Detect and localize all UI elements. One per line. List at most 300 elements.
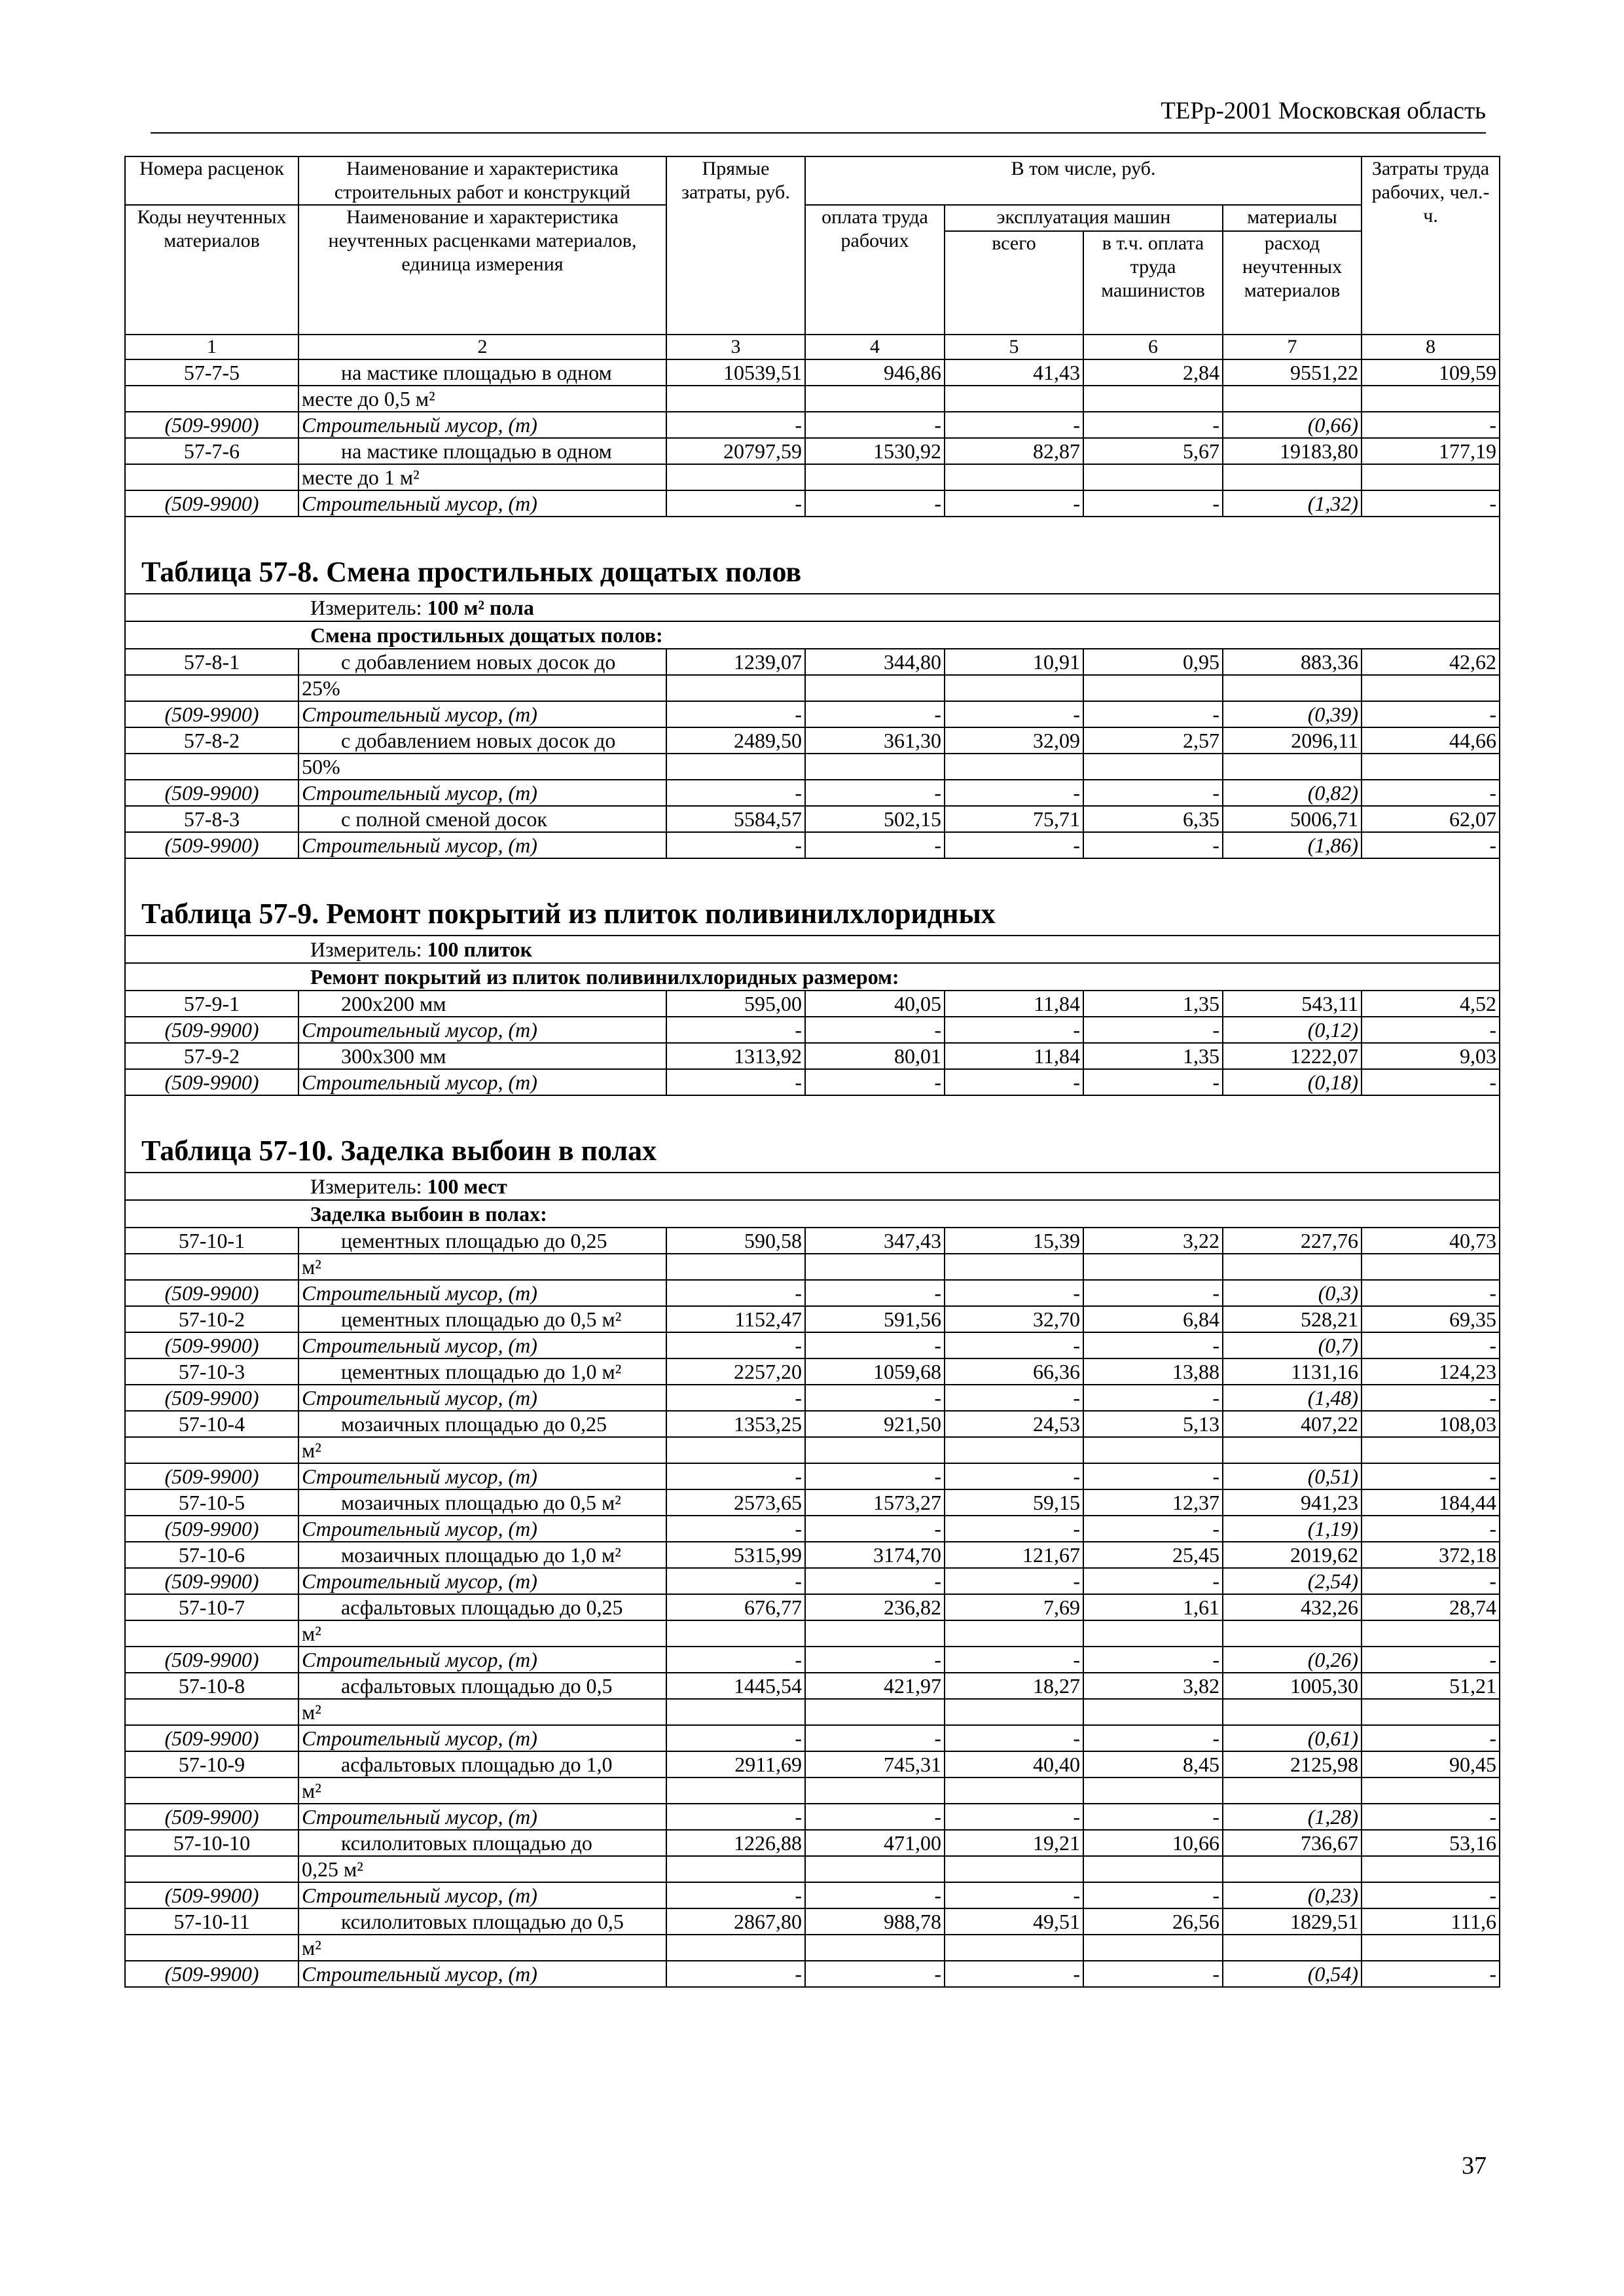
material-value: - <box>945 1568 1083 1594</box>
unit-value: 100 м² пола <box>427 596 534 619</box>
rate-value: 432,26 <box>1223 1594 1362 1620</box>
material-name: Строительный мусор, (т) <box>298 1961 666 1987</box>
rate-value <box>1223 1777 1362 1804</box>
material-value: (0,7) <box>1223 1332 1362 1358</box>
material-value: - <box>1362 1385 1500 1411</box>
material-value: - <box>1083 1385 1223 1411</box>
material-value: - <box>1362 780 1500 806</box>
material-value: - <box>1083 1017 1223 1043</box>
material-value: - <box>1083 1647 1223 1673</box>
rate-code-cont <box>125 1856 298 1882</box>
group-row <box>125 621 1500 649</box>
table-title: Таблица 57-8. Смена простильных дощатых полов <box>125 517 1500 594</box>
material-value: - <box>945 1280 1083 1306</box>
rate-value <box>1362 386 1500 412</box>
material-row <box>125 1647 1500 1673</box>
col-header-rate-numbers: Номера расценок <box>125 156 298 205</box>
rate-value <box>1362 1699 1500 1725</box>
rate-name-line: с добавлением новых досок до <box>341 729 616 752</box>
table-row <box>125 754 1500 780</box>
rate-value: 24,53 <box>945 1411 1083 1437</box>
rate-value <box>805 1856 945 1882</box>
rate-name <box>298 1830 666 1856</box>
rate-value <box>1083 675 1223 701</box>
column-number: 6 <box>1083 335 1223 359</box>
material-name: Строительный мусор, (т) <box>298 1280 666 1306</box>
rate-value <box>805 1935 945 1961</box>
material-code: (509-9900) <box>125 1568 298 1594</box>
material-value: - <box>805 1725 945 1751</box>
rate-value <box>1083 1620 1223 1647</box>
material-value: - <box>666 1069 805 1095</box>
rate-name <box>298 1908 666 1935</box>
unit-cell <box>125 594 1500 621</box>
material-row <box>125 780 1500 806</box>
material-value: (0,66) <box>1223 412 1362 438</box>
page-number: 37 <box>1462 2152 1487 2179</box>
rate-value: 361,30 <box>805 727 945 754</box>
rate-value: 1226,88 <box>666 1830 805 1856</box>
material-row <box>125 1882 1500 1908</box>
rate-value <box>1083 386 1223 412</box>
rate-code: 57-7-5 <box>125 359 298 386</box>
rate-value: 62,07 <box>1362 806 1500 832</box>
material-value: - <box>945 1725 1083 1751</box>
rate-name-line: месте до 1 м² <box>302 465 420 489</box>
rate-name-line: мозаичных площадью до 0,25 <box>341 1412 607 1436</box>
rate-name-line: цементных площадью до 1,0 м² <box>341 1360 622 1383</box>
table-row <box>125 1908 1500 1935</box>
material-value: - <box>1083 701 1223 727</box>
rate-value <box>666 1777 805 1804</box>
rate-value <box>666 1856 805 1882</box>
table-row <box>125 727 1500 754</box>
material-value: - <box>666 1804 805 1830</box>
rate-value: 15,39 <box>945 1228 1083 1254</box>
material-value: - <box>666 490 805 517</box>
material-name: Строительный мусор, (т) <box>298 1463 666 1489</box>
table-row <box>125 1306 1500 1332</box>
rate-value: 2257,20 <box>666 1358 805 1385</box>
rate-name <box>298 1777 666 1804</box>
unit-value: 100 мест <box>427 1175 507 1198</box>
rate-value <box>945 1699 1083 1725</box>
rate-value: 2,84 <box>1083 359 1223 386</box>
rate-name-line: мозаичных площадью до 1,0 м² <box>341 1543 621 1567</box>
table-row <box>125 464 1500 490</box>
material-name: Строительный мусор, (т) <box>298 1069 666 1095</box>
rate-name-line: м² <box>302 1255 321 1279</box>
material-name: Строительный мусор, (т) <box>298 1332 666 1358</box>
rate-value <box>1362 754 1500 780</box>
rate-value: 41,43 <box>945 359 1083 386</box>
column-number: 4 <box>805 335 945 359</box>
rate-code-cont <box>125 464 298 490</box>
rate-value <box>666 464 805 490</box>
rate-code-cont <box>125 1699 298 1725</box>
material-value: - <box>1362 832 1500 858</box>
material-value: (0,23) <box>1223 1882 1362 1908</box>
rate-name <box>298 438 666 464</box>
rate-name-line: м² <box>302 1936 321 1959</box>
rate-value: 3,22 <box>1083 1228 1223 1254</box>
material-row <box>125 832 1500 858</box>
rate-value: 42,62 <box>1362 649 1500 675</box>
rate-value <box>1223 1856 1362 1882</box>
material-value: - <box>666 1332 805 1358</box>
rate-value: 372,18 <box>1362 1542 1500 1568</box>
rate-value <box>1083 1699 1223 1725</box>
rate-name <box>298 1489 666 1516</box>
rate-value: 19183,80 <box>1223 438 1362 464</box>
rate-value <box>1223 754 1362 780</box>
material-value: - <box>805 1385 945 1411</box>
rate-value: 1,61 <box>1083 1594 1223 1620</box>
table-row <box>125 1830 1500 1856</box>
material-name: Строительный мусор, (т) <box>298 1725 666 1751</box>
rate-code: 57-10-1 <box>125 1228 298 1254</box>
rate-name <box>298 1594 666 1620</box>
rate-code: 57-10-6 <box>125 1542 298 1568</box>
rate-code: 57-10-8 <box>125 1673 298 1699</box>
material-value: (0,82) <box>1223 780 1362 806</box>
material-code: (509-9900) <box>125 1069 298 1095</box>
rate-code: 57-7-6 <box>125 438 298 464</box>
rate-value: 20797,59 <box>666 438 805 464</box>
table-row <box>125 1254 1500 1280</box>
col-header-material-usage: расход неучтенных материалов <box>1223 231 1362 335</box>
group-row <box>125 963 1500 991</box>
rate-value: 1,35 <box>1083 1043 1223 1069</box>
material-value: - <box>1083 832 1223 858</box>
rate-value <box>666 675 805 701</box>
rate-value: 9551,22 <box>1223 359 1362 386</box>
column-number: 8 <box>1362 335 1500 359</box>
rate-value: 11,84 <box>945 991 1083 1017</box>
rate-value: 1059,68 <box>805 1358 945 1385</box>
rate-name-line: с добавлением новых досок до <box>341 650 616 674</box>
rate-value <box>1223 386 1362 412</box>
material-value: - <box>805 490 945 517</box>
rate-value: 12,37 <box>1083 1489 1223 1516</box>
rate-value: 2911,69 <box>666 1751 805 1777</box>
rate-code-cont <box>125 675 298 701</box>
rate-value: 13,88 <box>1083 1358 1223 1385</box>
table-row <box>125 1411 1500 1437</box>
rate-value <box>1083 1935 1223 1961</box>
material-value: - <box>805 701 945 727</box>
rate-value: 32,70 <box>945 1306 1083 1332</box>
material-value: - <box>1083 1280 1223 1306</box>
rate-name-line: 25% <box>302 676 340 700</box>
rate-value <box>1083 754 1223 780</box>
table-body <box>125 359 1500 1987</box>
rate-value <box>666 386 805 412</box>
rate-value: 736,67 <box>1223 1830 1362 1856</box>
material-row <box>125 701 1500 727</box>
material-code: (509-9900) <box>125 1017 298 1043</box>
rate-value: 80,01 <box>805 1043 945 1069</box>
rate-name <box>298 1254 666 1280</box>
material-value: - <box>1083 1069 1223 1095</box>
material-code: (509-9900) <box>125 701 298 727</box>
material-value: (0,3) <box>1223 1280 1362 1306</box>
rate-value: 10539,51 <box>666 359 805 386</box>
material-value: - <box>1083 1516 1223 1542</box>
rate-value <box>945 386 1083 412</box>
col-header-machines-total: всего <box>945 231 1083 335</box>
material-code: (509-9900) <box>125 1332 298 1358</box>
rate-value: 471,00 <box>805 1830 945 1856</box>
material-value: - <box>945 1516 1083 1542</box>
rate-code: 57-10-7 <box>125 1594 298 1620</box>
material-value: - <box>945 490 1083 517</box>
material-name: Строительный мусор, (т) <box>298 1516 666 1542</box>
rate-code-cont <box>125 754 298 780</box>
rate-value <box>945 1777 1083 1804</box>
rate-value: 111,6 <box>1362 1908 1500 1935</box>
material-code: (509-9900) <box>125 1647 298 1673</box>
table-row <box>125 1437 1500 1463</box>
material-value: - <box>945 1647 1083 1673</box>
unit-row <box>125 1173 1500 1200</box>
rate-value <box>1362 1437 1500 1463</box>
material-value: - <box>945 1882 1083 1908</box>
rate-name-line: асфальтовых площадью до 0,25 <box>341 1595 623 1619</box>
table-title-row <box>125 858 1500 936</box>
material-value: (0,18) <box>1223 1069 1362 1095</box>
col-header-work-name: Наименование и характеристика строительных работ и конструкций <box>298 156 666 205</box>
rate-value: 90,45 <box>1362 1751 1500 1777</box>
rate-name <box>298 386 666 412</box>
rate-value <box>1083 1856 1223 1882</box>
material-name: Строительный мусор, (т) <box>298 1647 666 1673</box>
table-row <box>125 359 1500 386</box>
rate-value <box>1362 1254 1500 1280</box>
rate-value: 347,43 <box>805 1228 945 1254</box>
material-value: - <box>805 1332 945 1358</box>
material-code: (509-9900) <box>125 1961 298 1987</box>
material-value: - <box>945 1804 1083 1830</box>
rate-value <box>666 1254 805 1280</box>
material-value: - <box>805 1961 945 1987</box>
rate-value <box>945 1620 1083 1647</box>
rate-value: 2867,80 <box>666 1908 805 1935</box>
rate-name-line: с полной сменой досок <box>341 807 547 831</box>
table-row <box>125 438 1500 464</box>
rate-value: 26,56 <box>1083 1908 1223 1935</box>
material-code: (509-9900) <box>125 412 298 438</box>
col-header-labor-costs: Затраты труда рабочих, чел.-ч. <box>1362 156 1500 335</box>
rate-name-line: ксилолитовых площадью до 0,5 <box>341 1910 624 1933</box>
rate-value: 2489,50 <box>666 727 805 754</box>
rate-code: 57-10-3 <box>125 1358 298 1385</box>
material-value: - <box>805 780 945 806</box>
rate-value: 53,16 <box>1362 1830 1500 1856</box>
col-header-worker-pay: оплата труда рабочих <box>805 205 945 335</box>
material-code: (509-9900) <box>125 490 298 517</box>
material-code: (509-9900) <box>125 1280 298 1306</box>
page-header <box>151 97 1486 134</box>
rate-name <box>298 675 666 701</box>
rate-name <box>298 1699 666 1725</box>
rate-code: 57-10-11 <box>125 1908 298 1935</box>
rate-value: 1829,51 <box>1223 1908 1362 1935</box>
rate-value: 7,69 <box>945 1594 1083 1620</box>
table-row <box>125 1542 1500 1568</box>
rate-code: 57-8-3 <box>125 806 298 832</box>
rate-code: 57-10-2 <box>125 1306 298 1332</box>
material-value: - <box>666 780 805 806</box>
material-name: Строительный мусор, (т) <box>298 412 666 438</box>
rate-value: 1,35 <box>1083 991 1223 1017</box>
rate-value: 502,15 <box>805 806 945 832</box>
rate-value: 6,35 <box>1083 806 1223 832</box>
table-row <box>125 1489 1500 1516</box>
material-value: - <box>666 1516 805 1542</box>
rate-value: 8,45 <box>1083 1751 1223 1777</box>
rate-value <box>1083 1777 1223 1804</box>
rate-value: 0,95 <box>1083 649 1223 675</box>
group-row <box>125 1200 1500 1228</box>
rate-value: 1131,16 <box>1223 1358 1362 1385</box>
rate-name <box>298 1935 666 1961</box>
rate-name-line: на мастике площадью в одном <box>341 439 612 463</box>
material-value: - <box>945 1069 1083 1095</box>
material-value: - <box>945 1017 1083 1043</box>
rate-value: 227,76 <box>1223 1228 1362 1254</box>
rate-name <box>298 1542 666 1568</box>
material-value: - <box>1083 1804 1223 1830</box>
rate-value <box>1083 464 1223 490</box>
rate-value <box>805 464 945 490</box>
rate-name-line: ксилолитовых площадью до <box>341 1831 592 1855</box>
rate-value: 49,51 <box>945 1908 1083 1935</box>
material-value: - <box>1362 1069 1500 1095</box>
rate-code: 57-10-4 <box>125 1411 298 1437</box>
material-value: (0,61) <box>1223 1725 1362 1751</box>
material-code: (509-9900) <box>125 1804 298 1830</box>
rate-value <box>1362 1777 1500 1804</box>
material-value: - <box>805 832 945 858</box>
rate-value: 590,58 <box>666 1228 805 1254</box>
table-row <box>125 386 1500 412</box>
material-value: - <box>1083 1961 1223 1987</box>
table-title-row <box>125 517 1500 594</box>
rate-name <box>298 1856 666 1882</box>
rate-name <box>298 1411 666 1437</box>
rate-code-cont <box>125 386 298 412</box>
rate-value: 11,84 <box>945 1043 1083 1069</box>
material-value: - <box>1362 1804 1500 1830</box>
rate-value: 421,97 <box>805 1673 945 1699</box>
rate-value: 177,19 <box>1362 438 1500 464</box>
rate-value: 109,59 <box>1362 359 1500 386</box>
rate-value: 2125,98 <box>1223 1751 1362 1777</box>
material-row <box>125 1385 1500 1411</box>
material-value: - <box>666 1017 805 1043</box>
rate-name-line: 0,25 м² <box>302 1857 363 1881</box>
rate-value <box>945 754 1083 780</box>
material-code: (509-9900) <box>125 1882 298 1908</box>
material-row <box>125 412 1500 438</box>
material-value: - <box>666 412 805 438</box>
material-row <box>125 1516 1500 1542</box>
column-number: 3 <box>666 335 805 359</box>
material-value: - <box>666 832 805 858</box>
rate-name-line: асфальтовых площадью до 0,5 <box>341 1674 613 1698</box>
material-row <box>125 490 1500 517</box>
material-value: (1,48) <box>1223 1385 1362 1411</box>
material-value: - <box>666 1647 805 1673</box>
table-row <box>125 675 1500 701</box>
rate-code: 57-10-10 <box>125 1830 298 1856</box>
rate-value: 1239,07 <box>666 649 805 675</box>
rate-value: 75,71 <box>945 806 1083 832</box>
table-row <box>125 1751 1500 1777</box>
material-name: Строительный мусор, (т) <box>298 832 666 858</box>
table-row <box>125 1777 1500 1804</box>
rate-value: 883,36 <box>1223 649 1362 675</box>
rate-value: 1005,30 <box>1223 1673 1362 1699</box>
rate-value: 184,44 <box>1362 1489 1500 1516</box>
rate-value: 2,57 <box>1083 727 1223 754</box>
group-title: Ремонт покрытий из плиток поливинилхлоридных размером: <box>125 963 1500 991</box>
rate-name <box>298 727 666 754</box>
material-value: (1,32) <box>1223 490 1362 517</box>
material-value: - <box>1362 1280 1500 1306</box>
rate-value <box>666 1437 805 1463</box>
unit-cell <box>125 936 1500 963</box>
rate-value: 124,23 <box>1362 1358 1500 1385</box>
column-number: 7 <box>1223 335 1362 359</box>
rate-value: 745,31 <box>805 1751 945 1777</box>
table-row <box>125 1228 1500 1254</box>
rate-value: 25,45 <box>1083 1542 1223 1568</box>
rate-value: 40,05 <box>805 991 945 1017</box>
material-code: (509-9900) <box>125 1516 298 1542</box>
col-header-operator-pay: в т.ч. оплата труда машинистов <box>1083 231 1223 335</box>
material-value: - <box>805 1804 945 1830</box>
rate-value: 3174,70 <box>805 1542 945 1568</box>
material-value: - <box>666 1961 805 1987</box>
rate-name-line: м² <box>302 1700 321 1724</box>
rate-name-line: 50% <box>302 755 340 778</box>
table-header <box>125 156 1500 359</box>
table-row <box>125 1358 1500 1385</box>
rate-value: 66,36 <box>945 1358 1083 1385</box>
rate-name-line: месте до 0,5 м² <box>302 387 435 410</box>
rate-name <box>298 1043 666 1069</box>
material-name: Строительный мусор, (т) <box>298 701 666 727</box>
rate-name <box>298 359 666 386</box>
rate-value: 1152,47 <box>666 1306 805 1332</box>
rate-value <box>1223 1437 1362 1463</box>
rate-code: 57-8-2 <box>125 727 298 754</box>
material-value: - <box>666 1725 805 1751</box>
rate-name-line: 200х200 мм <box>341 992 446 1015</box>
material-value: - <box>1083 1882 1223 1908</box>
rate-name-line: м² <box>302 1779 321 1802</box>
column-numbers-row <box>125 335 1500 359</box>
material-code: (509-9900) <box>125 832 298 858</box>
material-row <box>125 1568 1500 1594</box>
material-value: - <box>805 1516 945 1542</box>
rate-value: 5,13 <box>1083 1411 1223 1437</box>
material-value: - <box>805 1069 945 1095</box>
material-row <box>125 1069 1500 1095</box>
material-value: - <box>1362 1463 1500 1489</box>
